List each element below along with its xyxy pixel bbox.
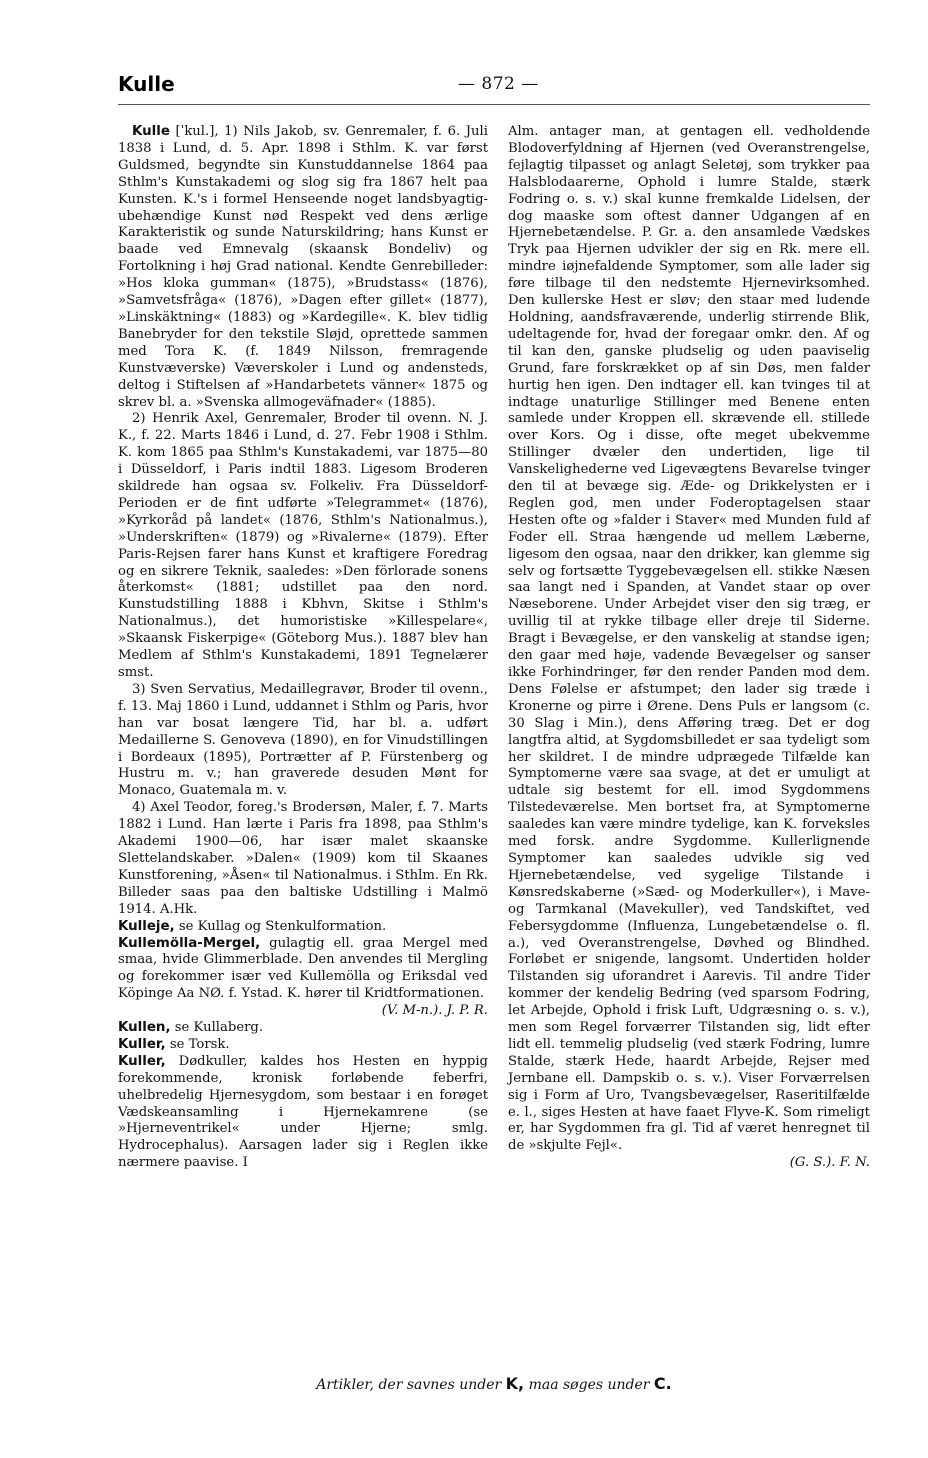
headword-kuller-2: Kuller, (118, 1053, 166, 1069)
page-header (118, 72, 870, 102)
entry-text: se Torsk. (169, 1036, 230, 1052)
entry-kulleje (118, 919, 488, 936)
headword-kullemolla-mergel: Kullemölla-Mergel, (118, 935, 261, 951)
entry-kulle-1 (118, 124, 488, 411)
signature-mergel: (V. M-n.). J. P. R. (381, 1003, 488, 1019)
left-column (118, 124, 488, 1172)
signature-kuller: (G. S.). F. N. (789, 1155, 870, 1171)
entry-kuller-1 (118, 1037, 488, 1054)
entry-kullemolla-mergel (118, 936, 488, 1004)
headword-kuller: Kuller, (118, 1036, 166, 1052)
entry-kuller-2 (118, 1054, 488, 1172)
footer-text-mid: maa søges under (528, 1377, 650, 1393)
footer-text-pre: Artikler, der savnes under (316, 1377, 502, 1393)
entry-kulle-4: 4) Axel Teodor, foreg.'s Brodersøn, Maler, f. 7. Marts 1882 i Lund. Han lærte i Paris fra 1898, paa Sthlm's Akademi 1900—06, har især malet skaanske Slettelandskaber. »Dalen« (1909) kom til Skaanes Kunstforening, »Åsen« til Nationalmus. i Sthlm. En Rk. Billeder saas paa den baltiske Udstilling i Malmö 1914. A.Hk. (118, 800, 488, 917)
entry-kulle-3: 3) Sven Servatius, Medaillegravør, Broder til ovenn., f. 13. Maj 1860 i Lund, uddannet i Sthlm og Paris, hvor han var bosat længere Tid, har bl. a. udført Medaillerne S. Genoveva (1890), en for Vinudstillingen i Bordeaux (1895), Portrætter af P. Fürstenberg og Hustru m. v.; han graverede desuden Mønt for Monaco, Guatemala m. v. (118, 681, 488, 799)
entry-kuller-continued: Alm. antager man, at gentagen ell. vedholdende Blodoverfyldning af Hjernen (ved Overanstrengelse, fejlagtig tilpasset og anlagt Seletøj, som trykker paa Halsblodaarerne, Ophold i lumre Stalde, stærk Fodring o. s. v.) skal kunne fremkalde Lidelsen, der dog maaske som oftest danner Udgangen af en Hjernebetændelse. P. Gr. a. den ansamlede Vædskes Tryk paa Hjernen udvikler der sig en Rk. mere ell. mindre iøjnefaldende Symptomer, som alle lader sig føre tilbage til den nedstemte Hjernevirksomhed. Den kullerske Hest er sløv; den staar med ludende Holdning, aandsfraværende, underlig stirrende Blik, udeltagende for, hvad der foregaar omkr. den. Af og til kan den, ganske pludselig og uden paaviselig Grund, fare forskrækket op af sin Døs, men falder hurtig hen igen. Den indtager ell. kan tvinges til at indtage unaturlige Stillinger med Benene enten samlede under Kroppen ell. skrævende ell. stillede over Kors. Og i disse, ofte meget ubekvemme Stillinger dvæler den undertiden, lige til Vanskelighederne ved Ligevægtens Bevarelse tvinger den til at bevæge sig. Æde- og Drikkelysten er i Reglen god, men under Foderoptagelsen staar Hesten ofte og »falder i Staver« med Munden fuld af Foder ell. Straa hængende ud mellem Læberne, ligesom den ogsaa, naar den drikker, kan glemme sig selv og fortsætte Tyggebevægelsen ell. stikke Næsen saa langt ned i Spanden, at Vandet staar op over Næseborene. Under Arbejdet viser den sig træg, er uvillig til at rykke tilbage eller dreje til Siderne. Bragt i Bevægelse, er den vanskelig at standse igen; den gaar med høje, vadende Bevægelser og sanser ikke Forhindringer, før den render Panden mod dem. Dens Følelse er afstumpet; den lader sig træde i Kronerne og pirre i Ørene. Dens Puls er langsom (c. 30 Slag i Min.), dens Afføring træg. Det er dog langtfra altid, at Sygdomsbilledet er saa tydeligt som her skildret. I de mindre udprægede Tilfælde kan Symptomerne være saa svage, at det er umuligt at udtale sig bestemt for ell. imod Sygdommens Tilstedeværelse. Men bortset fra, at Symptomerne saaledes kan være mindre tydelige, kan K. forveksles med forsk. andre Sygdomme. Kullerlignende Symptomer kan saaledes udvikle sig ved Hjernebetændelse, ved sygelige Tilstande i Kønsredskaberne (»Sæd- og Moderkuller«), i Mave- og Tarmkanal (Mavekuller), ved Tandskiftet, ved Febersygdomme (Influenza, Lungebetændelse o. fl. a.), ved Overanstrengelse, Døvhed og Blindhed. Forløbet er snigende, langsomt. Undertiden holder Tilstanden sig uforandret i Aarevis. Til andre Tider kommer der kendelig Bedring (ved sparsom Fodring, let Arbejde, Ophold i frisk Luft, Udgræsning o. s. v.), men som Regel forværrer Tilstanden sig, lidt efter lidt ell. temmelig pludselig (ved stærk Fodring, lumre Stalde, stærk Hede, haardt Arbejde, Rejser med Jernbane ell. Dampskib o. s. v.). Viser Forværrelsen sig i Form af Uro, Tvangsbevægelser, Raseritilfælde e. l., siges Hesten at have faaet Flyve-K. Som rimeligt er, har Sygdommen fra gl. Tid af været henregnet til de »skjulte Fejl«. (508, 124, 870, 1154)
entry-text: gulagtig ell. graa Mergel med smaa, hvide Glimmerblade. Den anvendes til Mergling og forekommer især ved Kullemölla og Eriksdal ved Köpinge Aa NØ. f. Ystad. K. hører til Kridtformationen. (118, 935, 488, 1002)
headword-kulle: Kulle (132, 124, 170, 139)
headword-kulleje: Kulleje, (118, 918, 175, 934)
page-number: — 872 — (458, 74, 539, 94)
entry-text: [ˈkul.], 1) Nils Jakob, sv. Genremaler, f. 6. Juli 1838 i Lund, d. 5. Apr. 1898 i Sthlm. K. var først Guldsmed, begyndte sin Kunstuddannelse 1864 paa Sthlm's Kunstakademi og slog sig fra 1867 helt paa Kunsten. K.'s i formel Henseende noget landsbyagtig-ubehændige Kunst nød Respekt ved dens ærlige Karakteristik og sunde Naturskildring; hans Kunst er baade ved Emnevalg (skaansk Bondeliv) og Fortolkning i høj Grad national. Kendte Genrebilleder: »Hos kloka gumman« (1875), »Brudstass« (1876), »Samvetsfråga« (1876), »Dagen efter gillet« (1877), »Linskäktning« (1883) og »Kardegille«. K. blev tidlig Banebryder for den tekstile Sløjd, oprettede sammen med Tora K. (f. 1849 Nilsson, fremragende Kunstvæverske) Væverskoler i Lund og andensteds, deltog i Stiftelsen af »Handarbetets vänner« 1875 og skrev bl. a. »Svenska allmogeväfnader« (1885). (118, 124, 488, 410)
entry-text: se Kullaberg. (174, 1020, 264, 1036)
running-head: Kulle (118, 72, 175, 96)
footer-note (118, 1374, 870, 1393)
entry-kullen (118, 1020, 488, 1037)
entry-text: Dødkuller, kaldes hos Hesten en hyppig forekommende, kronisk forløbende feberfri, uhelbredelig Hjernesygdom, som bestaar i en forøget Vædskeansamling i Hjernekamrene (se »Hjerneventrikel« under Hjerne; smlg. Hydrocephalus). Aarsagen lader sig i Reglen ikke nærmere paavise. I (118, 1053, 488, 1171)
entry-text: se Kullag og Stenkulformation. (178, 918, 387, 934)
headword-kullen: Kullen, (118, 1020, 171, 1036)
footer-letter-c: C. (653, 1374, 672, 1393)
header-rule (118, 104, 870, 105)
entry-kulle-2: 2) Henrik Axel, Genremaler, Broder til ovenn. N. J. K., f. 22. Marts 1846 i Lund, d. 27. Febr 1908 i Sthlm. K. kom 1865 paa Sthlm's Kunstakademi, var 1875—80 i Düsseldorf, i Paris indtil 1883. Ligesom Broderen skildrede han ogsaa sv. Folkeliv. Fra Düsseldorf-Perioden er de fint udførte »Telegrammet« (1876), »Kyrkoråd på landet« (1876, Sthlm's Nationalmus.), »Underskriften« (1879) og »Rivalerne« (1879). Efter Paris-Rejsen farer hans Kunst et kraftigere Foredrag og en sikrere Teknik, saaledes: »Den förlorade sonens återkomst« (1881; udstillet paa den nord. Kunstudstilling 1888 i Kbhvn, Skitse i Sthlm's Nationalmus.), det humoristiske »Killespelare«, »Skaansk Fiskerpige« (Göteborg Mus.). 1887 blev han Medlem af Sthlm's Kunstakademi, 1891 Tegnelærer smst. (118, 411, 488, 680)
footer-letter-k: K, (505, 1374, 525, 1393)
right-column (508, 124, 870, 1172)
